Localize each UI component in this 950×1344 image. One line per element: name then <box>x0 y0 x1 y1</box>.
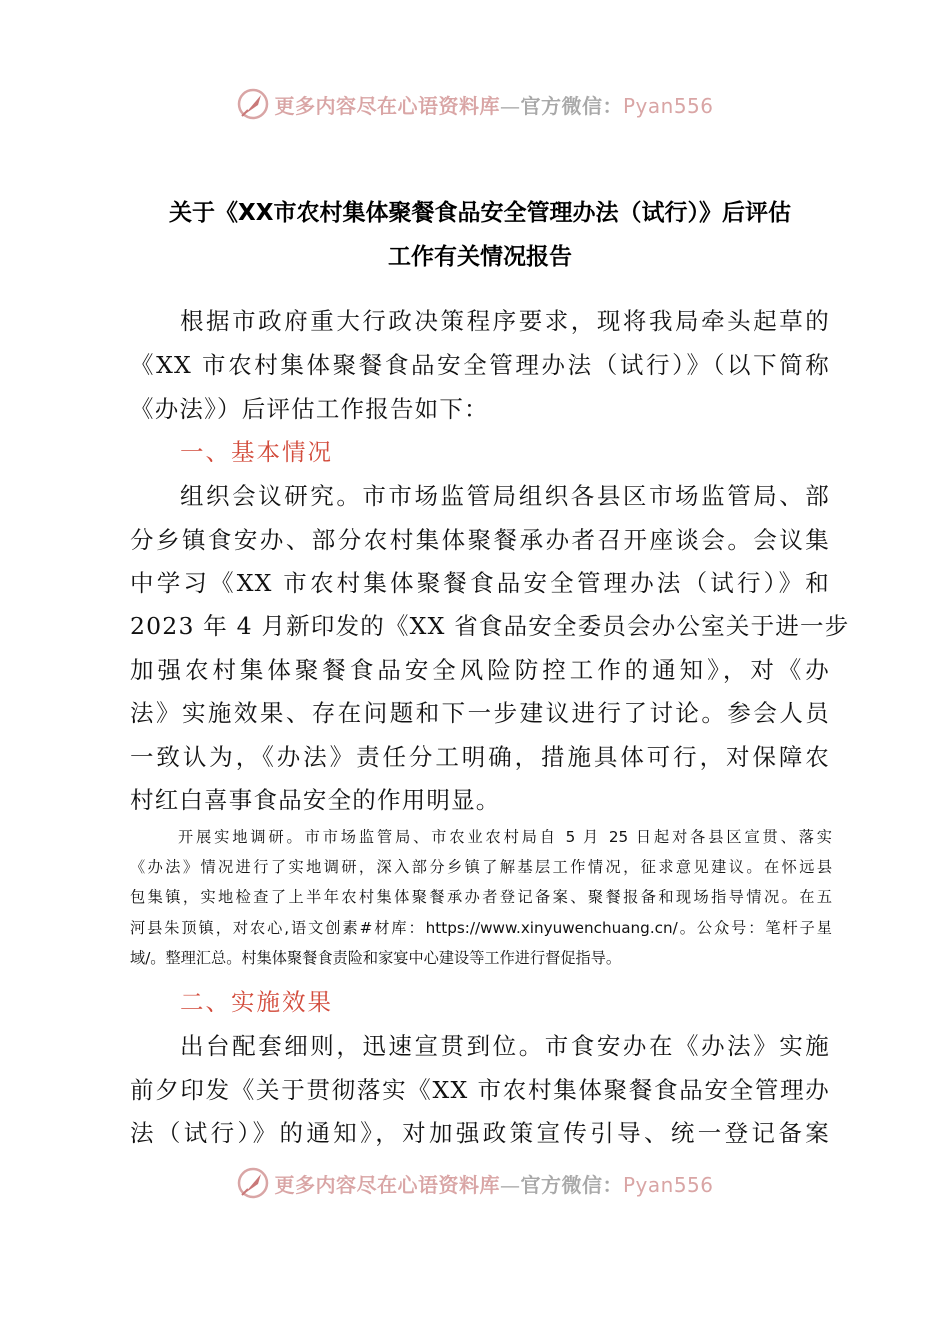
section-heading-basic: 一、基本情况 <box>180 438 333 466</box>
paragraph-line: 2023 年 4 月新印发的《XX 省食品安全委员会办公室关于进一步 <box>130 612 850 640</box>
document-title-line1: 关于《XX市农村集体聚餐食品安全管理办法（试行）》后评估 <box>169 200 791 226</box>
footer-banner <box>0 1163 950 1203</box>
banner-separator: — <box>499 1172 521 1197</box>
banner-wechat-label: 官方微信： <box>520 93 623 118</box>
paragraph-line: 分乡镇食安办、部分农村集体聚餐承办者召开座谈会。会议集 <box>130 526 830 554</box>
small-paragraph-line: 开展实地调研。市市场监管局、市农业农村局自 5 月 25 日起对各县区宣贯、落实 <box>178 828 832 846</box>
intro-line: 《XX 市农村集体聚餐食品安全管理办法（试行）》（以下简称 <box>130 351 830 379</box>
header-banner <box>0 84 950 124</box>
paragraph-line: 中学习《XX 市农村集体聚餐食品安全管理办法（试行）》和 <box>130 569 830 597</box>
paragraph-line: 法》实施效果、存在问题和下一步建议进行了讨论。参会人员 <box>130 699 830 727</box>
quill-logo-icon <box>236 87 270 121</box>
paragraph-line: 前夕印发《关于贯彻落实《XX 市农村集体聚餐食品安全管理办 <box>130 1076 830 1104</box>
small-paragraph-line: 《办法》情况进行了实地调研，深入部分乡镇了解基层工作情况，征求意见建议。在怀远县 <box>130 858 832 876</box>
paragraph-line: 加强农村集体聚餐食品安全风险防控工作的通知》，对《办 <box>130 656 830 684</box>
paragraph-line: 组织会议研究。市市场监管局组织各县区市场监管局、部 <box>180 482 830 510</box>
banner-wechat-label: 官方微信： <box>520 1172 623 1197</box>
small-paragraph-line: 域/。整理汇总。村集体聚餐食责险和家宴中心建设等工作进行督促指导。 <box>130 949 622 967</box>
banner-separator: — <box>499 93 521 118</box>
banner-main-text: 更多内容尽在心语资料库 <box>274 93 500 118</box>
banner-wechat-id: Pyan556 <box>622 1172 714 1197</box>
quill-logo-icon <box>236 1166 270 1200</box>
intro-line: 根据市政府重大行政决策程序要求，现将我局牵头起草的 <box>180 307 830 335</box>
paragraph-line: 村红白喜事食品安全的作用明显。 <box>130 786 501 814</box>
small-paragraph-line: 河县朱顶镇，对农心,语文创素#材库：https://www.xinyuwenchuang.cn/。公众号：笔杆子星 <box>130 919 832 937</box>
paragraph-line: 一致认为，《办法》责任分工明确，措施具体可行，对保障农 <box>130 743 830 771</box>
banner-wechat-id: Pyan556 <box>622 93 714 118</box>
section-heading-effects: 二、实施效果 <box>180 988 333 1016</box>
paragraph-line: 出台配套细则，迅速宣贯到位。市食安办在《办法》实施 <box>180 1032 830 1060</box>
small-paragraph-line: 包集镇，实地检查了上半年农村集体聚餐承办者登记备案、聚餐报备和现场指导情况。在五 <box>130 888 832 906</box>
banner-main-text: 更多内容尽在心语资料库 <box>274 1172 500 1197</box>
paragraph-line: 法（试行）》的通知》，对加强政策宣传引导、统一登记备案 <box>130 1119 830 1147</box>
document-title-line2: 工作有关情况报告 <box>388 244 572 270</box>
intro-line: 《办法》）后评估工作报告如下： <box>130 395 489 423</box>
